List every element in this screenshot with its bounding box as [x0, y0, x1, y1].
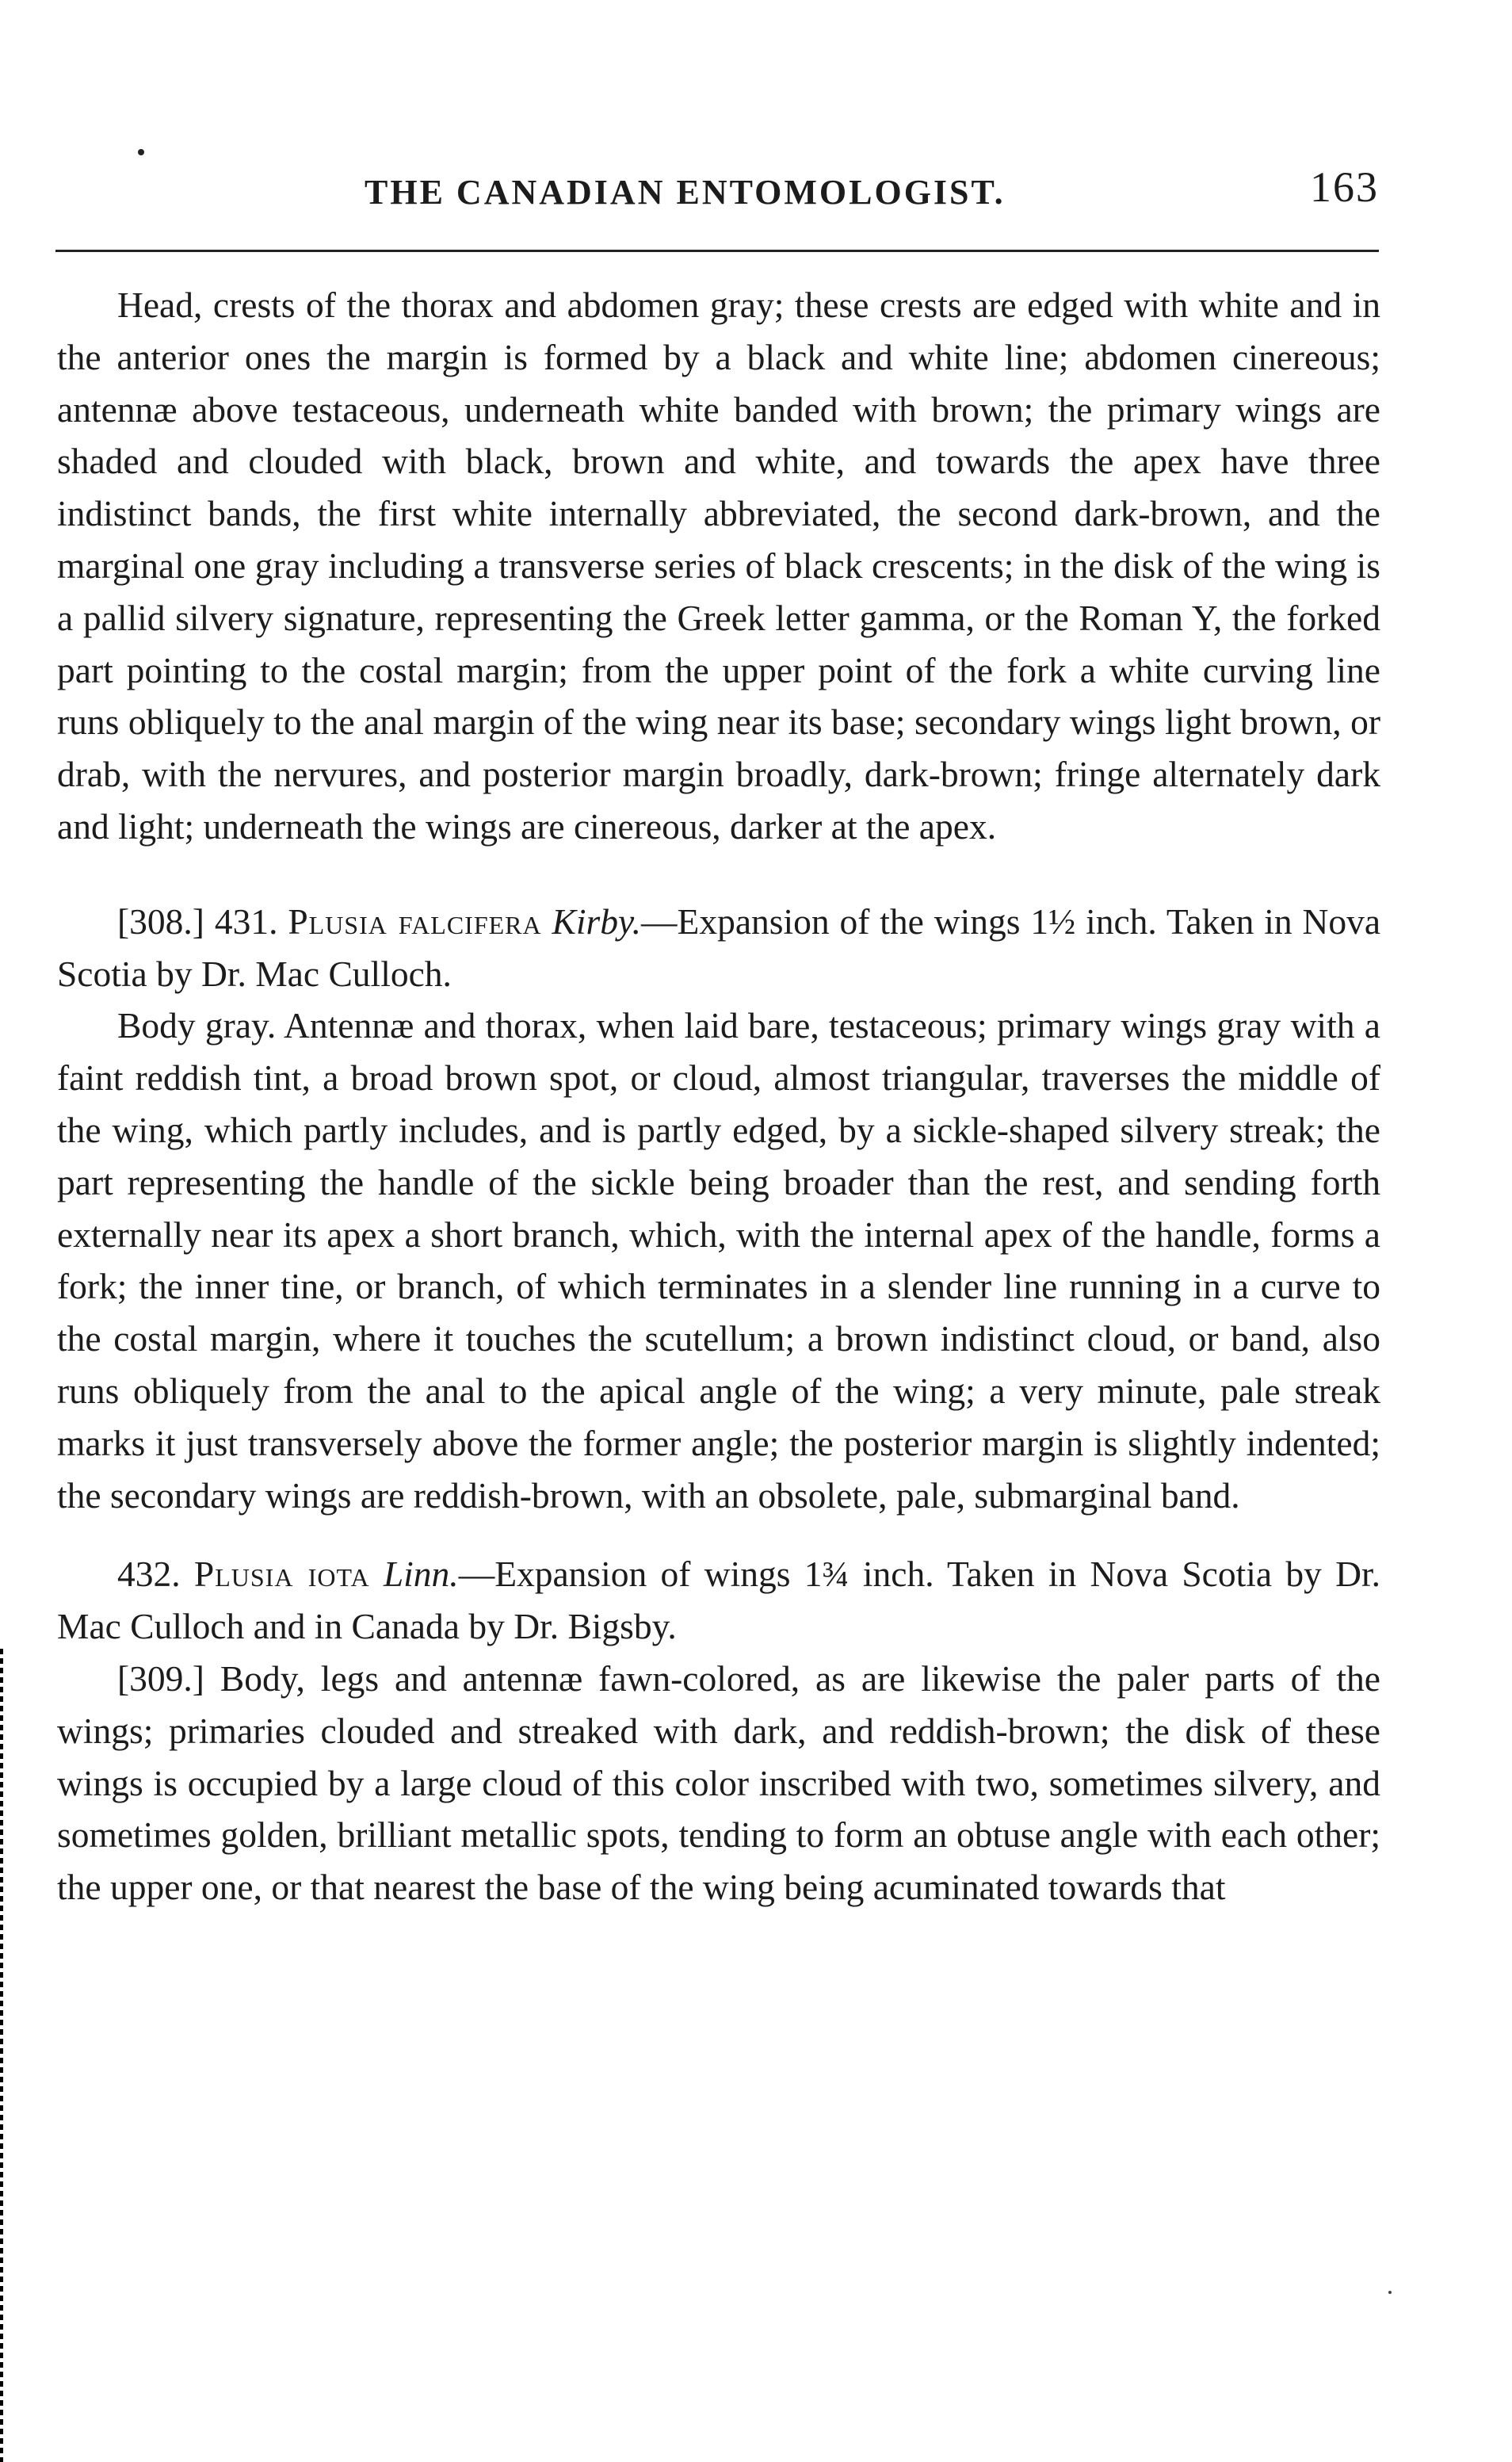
print-speck	[138, 149, 144, 155]
print-speck	[1388, 2291, 1392, 2294]
reference-number: [309.]	[117, 1657, 204, 1699]
species-entry-432	[57, 1548, 1380, 1653]
entry-text: —Expansion of the wings 1½ inch. Taken in Nova Scotia by Dr. Mac Culloch.	[57, 900, 1381, 994]
page-header	[55, 162, 1379, 218]
body-text	[57, 279, 1380, 1913]
entry-number: 431.	[214, 900, 278, 942]
paragraph-description-432	[57, 1653, 1380, 1913]
description-text: Body, legs and antennæ fawn-colored, as are likewise the paler parts of the wings; primaries clouded and streaked with dark, and reddish-brown; the disk of these wings is occupied by a large cloud of this color inscribed with two, sometimes silvery, and sometimes golden, brilliant metallic spots, tending to form an obtuse angle with each other; the upper one, or that nearest the base of the wing being acuminated towards that	[57, 1657, 1380, 1908]
paragraph-description-431: Body gray. Antennæ and thorax, when laid bare, testaceous; primary wings gray with a faint reddish tint, a broad brown spot, or cloud, almost triangular, traverses the middle of the wing, which partly includes, and is partly edged, by a sickle-shaped silvery streak; the part representing the handle of the sickle being broader than the rest, and sending forth externally near its apex a short branch, which, with the internal apex of the handle, forms a fork; the inner tine, or branch, of which terminates in a slender line running in a curve to the costal margin, where it touches the scutellum; a brown indistinct cloud, or band, also runs obliquely from the anal to the apical angle of the wing; a very minute, pale streak marks it just transversely above the former angle; the posterior margin is slightly indented; the secondary wings are reddish-brown, with an obsolete, pale, submarginal band.	[57, 1005, 1380, 1516]
entry-text: —Expansion of wings 1¾ inch. Taken in Nova Scotia by Dr. Mac Culloch and in Canada by Dr. Bigsby.	[57, 1554, 1381, 1647]
species-name: Plusia iota	[193, 1554, 370, 1595]
header-rule	[55, 250, 1379, 252]
paragraph-description-continued: Head, crests of the thorax and abdomen gray; these crests are edged with white and in the anterior ones the margin is formed by a black and white line; abdomen cinereous; antennæ above testaceous, underneath white banded with brown; the primary wings are shaded and clouded with black, brown and white, and towards the apex have three indistinct bands, the first white internally abbreviated, the second dark-brown, and the marginal one gray including a transverse series of black crescents; in the disk of the wing is a pallid silvery signature, representing the Greek letter gamma, or the Roman Y, the forked part pointing to the costal margin; from the upper point of the fork a white curving line runs obliquely to the anal margin of the wing near its base; secondary wings light brown, or drab, with the nervures, and posterior margin broadly, dark-brown; fringe alternately dark and light; underneath the wings are cinereous, darker at the apex.	[57, 285, 1380, 847]
entry-number: 432.	[117, 1554, 181, 1595]
species-author: Linn.	[383, 1554, 459, 1595]
species-name: Plusia falcifera	[288, 900, 542, 942]
scan-edge-mark	[0, 1649, 3, 2462]
species-entry-431	[57, 896, 1380, 1000]
reference-number: [308.]	[117, 900, 204, 942]
species-author: Kirby.	[552, 900, 642, 942]
running-title: THE CANADIAN ENTOMOLOGIST.	[365, 173, 1006, 212]
page-number: 163	[1310, 163, 1379, 211]
